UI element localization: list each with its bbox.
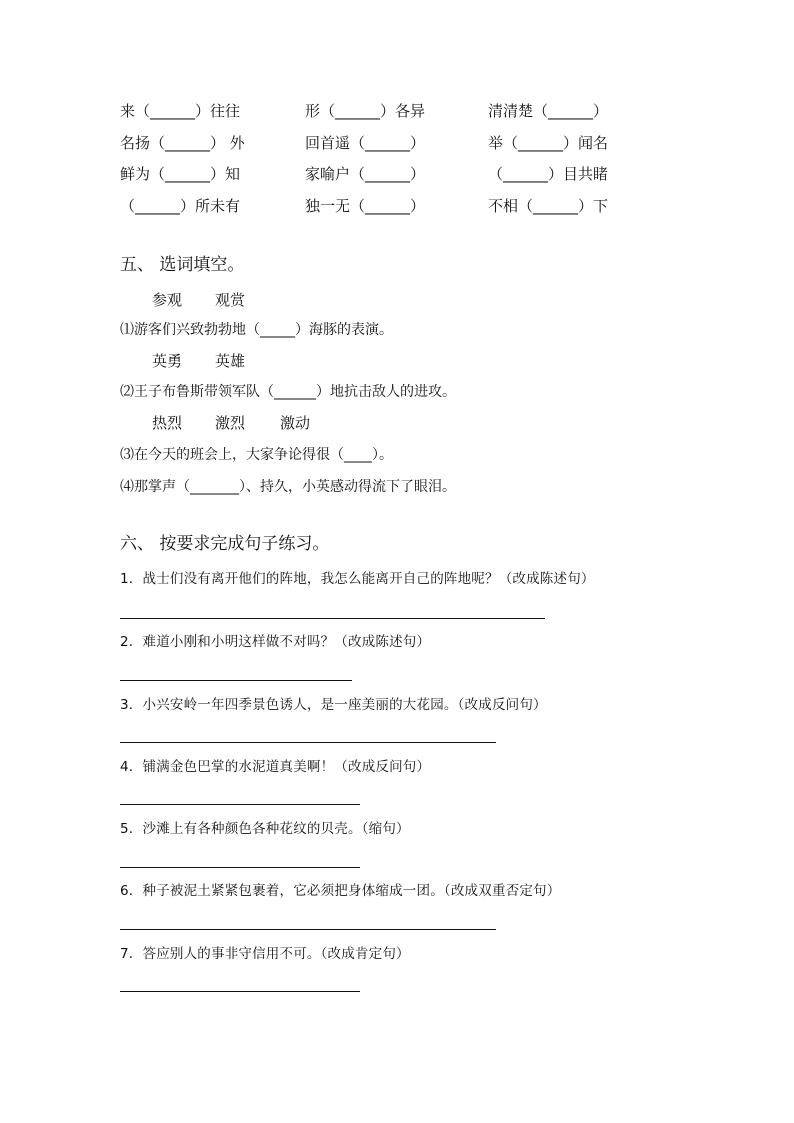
question-text: 1．战士们没有离开他们的阵地，我怎么能离开自己的阵地呢？（改成陈述句） <box>120 571 595 587</box>
answer-line[interactable] <box>120 804 360 805</box>
question-text: 5．沙滩上有各种颜色各种花纹的贝壳。（缩句） <box>120 821 410 837</box>
idiom-item: 举（______）闻名 <box>488 134 609 152</box>
idiom-item: （______）所未有 <box>120 197 241 215</box>
word-option: 参观 <box>152 291 183 309</box>
idiom-item: 家喻户（______） <box>305 165 426 183</box>
idiom-item: （______）目共睹 <box>488 165 609 183</box>
fill-sentence: ⑵王子布鲁斯带领军队（______）地抗击敌人的进攻。 <box>120 384 456 400</box>
answer-line[interactable] <box>120 991 360 992</box>
idiom-item: 名扬（______） 外 <box>120 134 245 152</box>
question-text: 6．种子被泥土紧紧包裹着，它必须把身体缩成一团。（改成双重否定句） <box>120 883 561 899</box>
word-option: 观赏 <box>215 291 246 309</box>
answer-line[interactable] <box>120 618 545 619</box>
idiom-item: 不相（______）下 <box>488 197 609 215</box>
fill-sentence: ⑷那掌声（_______）、持久，小英感动得流下了眼泪。 <box>120 479 456 495</box>
question-text: 3．小兴安岭一年四季景色诱人，是一座美丽的大花园。（改成反问句） <box>120 697 547 713</box>
question-text: 4．铺满金色巴掌的水泥道真美啊！（改成反问句） <box>120 759 431 775</box>
answer-line[interactable] <box>120 742 496 743</box>
idiom-item: 回首遥（______） <box>305 134 426 152</box>
answer-line[interactable] <box>120 867 360 868</box>
word-option: 英雄 <box>215 352 246 370</box>
idiom-item: 形（______）各异 <box>305 102 426 120</box>
idiom-item: 清清楚（______） <box>488 102 609 120</box>
fill-sentence: ⑴游客们兴致勃勃地（_____）海豚的表演。 <box>120 322 393 338</box>
word-option: 热烈 <box>152 414 183 432</box>
word-option: 英勇 <box>152 352 183 370</box>
question-text: 7．答应别人的事非守信用不可。（改成肯定句） <box>120 946 410 962</box>
section-title: 六、 按要求完成句子练习。 <box>120 534 330 554</box>
answer-line[interactable] <box>120 929 496 930</box>
idiom-item: 鲜为（______）知 <box>120 165 241 183</box>
question-text: 2．难道小刚和小明这样做不对吗？（改成陈述句） <box>120 634 431 650</box>
section-title: 五、 选词填空。 <box>120 255 245 275</box>
word-option: 激烈 <box>215 414 246 432</box>
idiom-item: 来（______）往往 <box>120 102 241 120</box>
idiom-item: 独一无（______） <box>305 197 426 215</box>
answer-line[interactable] <box>120 680 352 681</box>
word-option: 激动 <box>280 414 311 432</box>
fill-sentence: ⑶在今天的班会上，大家争论得很（____）。 <box>120 447 393 463</box>
